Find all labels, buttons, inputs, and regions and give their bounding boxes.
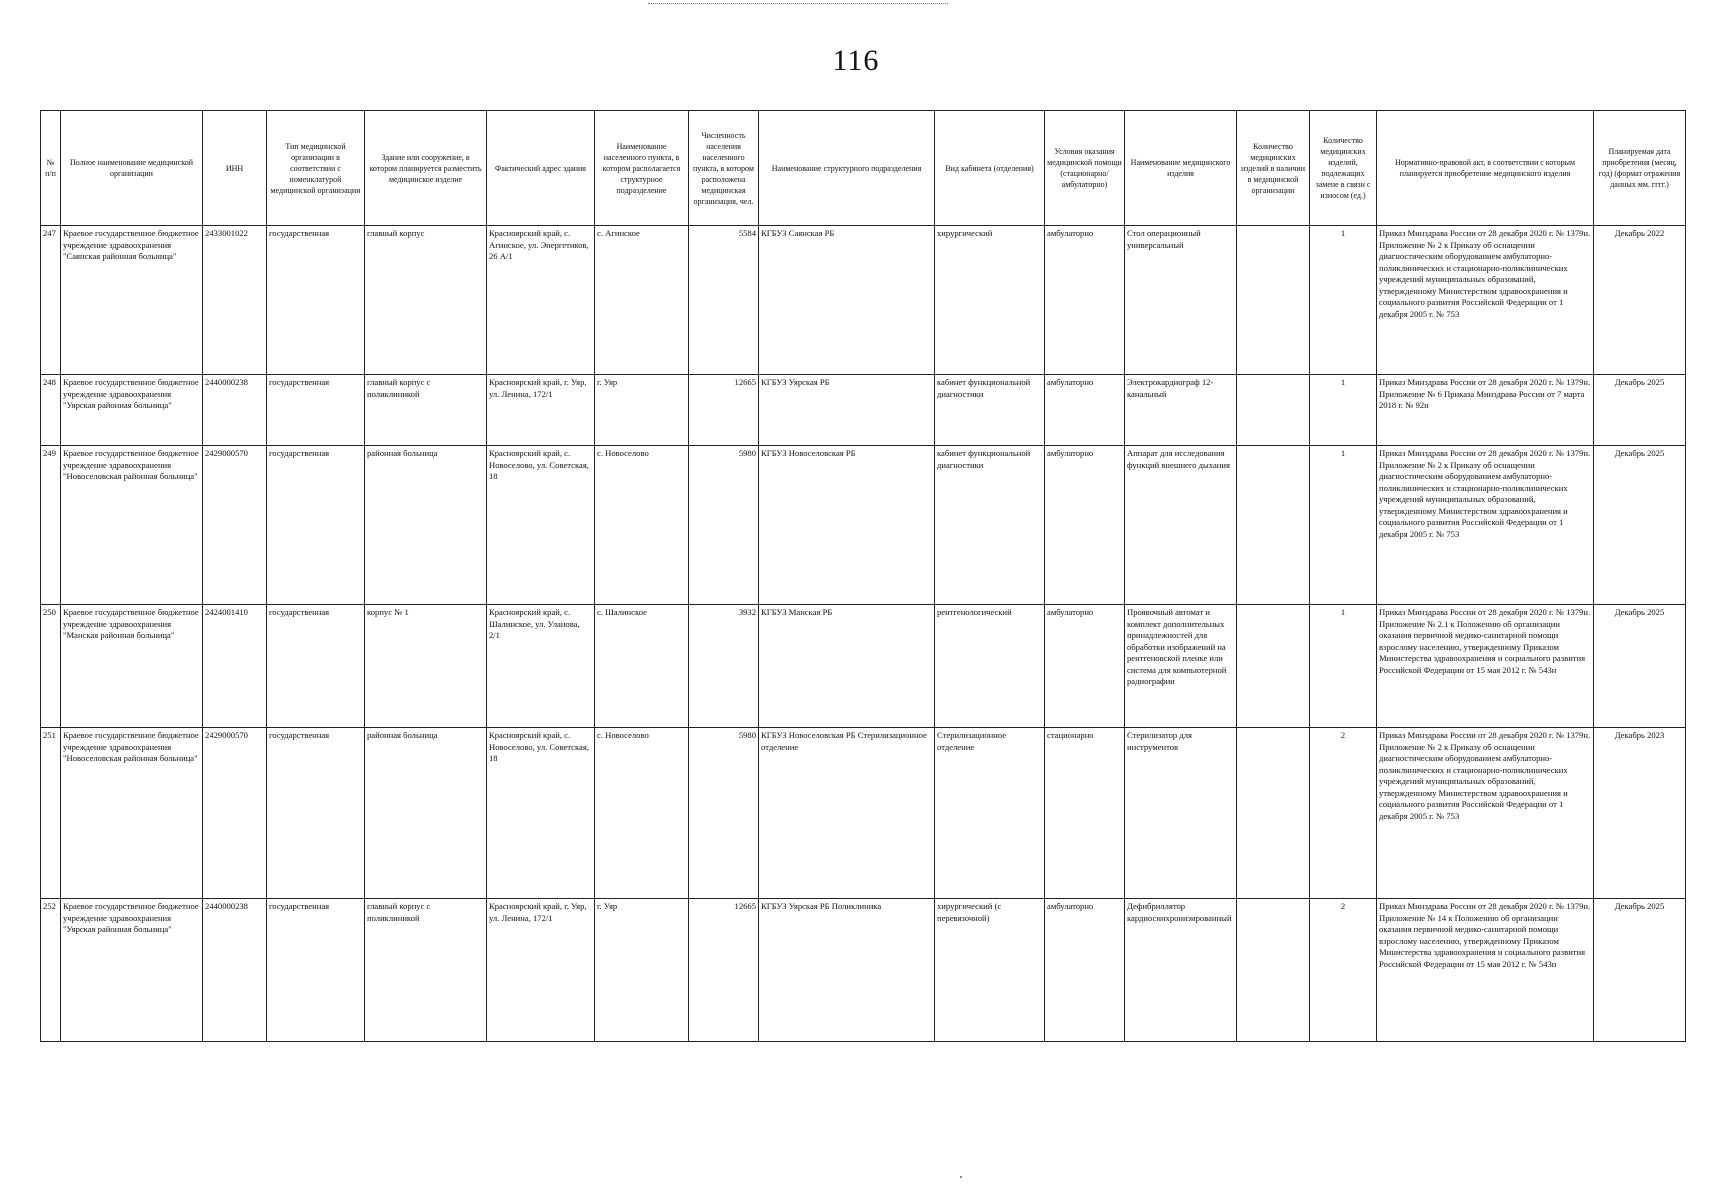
col-header-inn: ИНН (203, 111, 267, 226)
cell-date: Декабрь 2025 (1594, 375, 1686, 446)
cell-conditions: амбулаторно (1045, 226, 1125, 375)
cell-act: Приказ Минздрава России от 28 декабря 2020 г. № 1379н. Приложение № 2 к Приказу об оснащении диагностическим оборудованием амбулаторно-поликлинических и стационарно-поликлинических учреждений муниципальных образований, утвержденному Министерством здравоохранения и социального развития Российской Федерации от 1 декабря 2005 г. № 753 (1377, 226, 1594, 375)
col-header-address: Фактический адрес здания (487, 111, 595, 226)
cell-subdivision: КГБУЗ Саянская РБ (759, 226, 935, 375)
col-header-available: Количество медицинских изделий в наличии в медицинской организации (1237, 111, 1310, 226)
cell-org: Краевое государственное бюджетное учреждение здравоохранения "Саянская районная больница" (61, 226, 203, 375)
cell-org: Краевое государственное бюджетное учреждение здравоохранения "Манская районная больница" (61, 605, 203, 728)
cell-population: 5584 (689, 226, 759, 375)
cell-type: государственная (267, 375, 365, 446)
cell-date: Декабрь 2023 (1594, 728, 1686, 899)
cell-building: районная больница (365, 446, 487, 605)
col-header-date: Планируемая дата приобретения (месяц, год) (формат отражения данных мм. гггг.) (1594, 111, 1686, 226)
cell-type: государственная (267, 605, 365, 728)
cell-settlement: с. Новоселово (595, 446, 689, 605)
cell-cabinet: рентгенологический (935, 605, 1045, 728)
cell-conditions: амбулаторно (1045, 446, 1125, 605)
col-header-cabinet: Вид кабинета (отделения) (935, 111, 1045, 226)
cell-act: Приказ Минздрава России от 28 декабря 2020 г. № 1379н. Приложение № 2 к Приказу об оснащении диагностическим оборудованием амбулаторно-поликлинических и стационарно-поликлинических учреждений муниципальных образований, утвержденному Министерством здравоохранения и социального развития Российской Федерации от 1 декабря 2005 г. № 753 (1377, 728, 1594, 899)
col-header-building: Здание или сооружение, в котором планируется разместить медицинское изделие (365, 111, 487, 226)
cell-settlement: с. Агинское (595, 226, 689, 375)
cell-available (1237, 728, 1310, 899)
table-row (41, 605, 1686, 728)
cell-act: Приказ Минздрава России от 28 декабря 2020 г. № 1379н. Приложение № 2 к Приказу об оснащении диагностическим оборудованием амбулаторно-поликлинических и стационарно-поликлинических учреждений муниципальных образований, утвержденному Министерством здравоохранения и социального развития Российской Федерации от 1 декабря 2005 г. № 753 (1377, 446, 1594, 605)
cell-act: Приказ Минздрава России от 28 декабря 2020 г. № 1379н. Приложение № 6 Приказа Минздрава России от 7 марта 2018 г. № 92н (1377, 375, 1594, 446)
cell-subdivision: КГБУЗ Новоселовская РБ Стерилизационное отделение (759, 728, 935, 899)
cell-available (1237, 226, 1310, 375)
cell-num: 248 (41, 375, 61, 446)
table-row (41, 728, 1686, 899)
cell-address: Красноярский край, г. Уяр, ул. Ленина, 172/1 (487, 375, 595, 446)
col-header-num: № п/п (41, 111, 61, 226)
table-row (41, 375, 1686, 446)
cell-subdivision: КГБУЗ Манская РБ (759, 605, 935, 728)
cell-num: 251 (41, 728, 61, 899)
cell-settlement: с. Новоселово (595, 728, 689, 899)
cell-cabinet: хирургический (с перевязочной) (935, 899, 1045, 1042)
equipment-registry-table (40, 110, 1686, 1042)
cell-date: Декабрь 2022 (1594, 226, 1686, 375)
col-header-org: Полное наименование медицинской организации (61, 111, 203, 226)
cell-replace: 1 (1310, 375, 1377, 446)
cell-cabinet: хирургический (935, 226, 1045, 375)
cell-device: Электрокардиограф 12-канальный (1125, 375, 1237, 446)
cell-org: Краевое государственное бюджетное учреждение здравоохранения "Новоселовская районная больница" (61, 728, 203, 899)
cell-act: Приказ Минздрава России от 28 декабря 2020 г. № 1379н. Приложение № 2.1 к Положению об организации оказания первичной медико-санитарной помощи взрослому населению, утвержденному Приказом Министерства здравоохранения и социального развития Российской Федерации от 15 мая 2012 г. № 543н (1377, 605, 1594, 728)
cell-date: Декабрь 2025 (1594, 446, 1686, 605)
cell-org: Краевое государственное бюджетное учреждение здравоохранения "Уярская районная больница" (61, 375, 203, 446)
cell-building: главный корпус с поликлиникой (365, 899, 487, 1042)
cell-settlement: г. Уяр (595, 375, 689, 446)
cell-cabinet: кабинет функциональной диагностики (935, 446, 1045, 605)
cell-replace: 2 (1310, 899, 1377, 1042)
cell-population: 12665 (689, 899, 759, 1042)
cell-building: главный корпус (365, 226, 487, 375)
cell-settlement: г. Уяр (595, 899, 689, 1042)
cell-building: районная больница (365, 728, 487, 899)
cell-population: 12665 (689, 375, 759, 446)
cell-address: Красноярский край, с. Новоселово, ул. Советская, 18 (487, 446, 595, 605)
cell-inn: 2429000570 (203, 446, 267, 605)
cell-available (1237, 375, 1310, 446)
cell-inn: 2440000238 (203, 375, 267, 446)
cell-num: 250 (41, 605, 61, 728)
cell-population: 5980 (689, 728, 759, 899)
cell-device: Аппарат для исследования функций внешнего дыхания (1125, 446, 1237, 605)
scan-speck (960, 1176, 962, 1178)
cell-address: Красноярский край, с. Агинское, ул. Энергетиков, 26 А/1 (487, 226, 595, 375)
cell-subdivision: КГБУЗ Новоселовская РБ (759, 446, 935, 605)
cell-building: главный корпус с поликлиникой (365, 375, 487, 446)
cell-device: Стерилизатор для инструментов (1125, 728, 1237, 899)
cell-cabinet: кабинет функциональной диагностики (935, 375, 1045, 446)
cell-num: 252 (41, 899, 61, 1042)
cell-conditions: амбулаторно (1045, 605, 1125, 728)
cell-address: Красноярский край, с. Новоселово, ул. Советская, 18 (487, 728, 595, 899)
cell-available (1237, 605, 1310, 728)
cell-device: Стол операционный универсальный (1125, 226, 1237, 375)
cell-population: 5980 (689, 446, 759, 605)
cell-cabinet: Стерилизационное отделение (935, 728, 1045, 899)
col-header-act: Нормативно-правовой акт, в соответствии с которым планируется приобретение медицинского изделия (1377, 111, 1594, 226)
table-row (41, 226, 1686, 375)
cell-address: Красноярский край, г. Уяр, ул. Ленина, 172/1 (487, 899, 595, 1042)
cell-device: Дефибриллятор кардиосинхронизированный (1125, 899, 1237, 1042)
cell-type: государственная (267, 899, 365, 1042)
cell-num: 247 (41, 226, 61, 375)
cell-type: государственная (267, 446, 365, 605)
cell-date: Декабрь 2025 (1594, 605, 1686, 728)
cell-replace: 1 (1310, 446, 1377, 605)
cell-conditions: амбулаторно (1045, 375, 1125, 446)
cell-replace: 1 (1310, 226, 1377, 375)
cell-replace: 1 (1310, 605, 1377, 728)
cell-population: 3932 (689, 605, 759, 728)
col-header-population: Численность населения населенного пункта, в котором расположена медицинская организация, чел. (689, 111, 759, 226)
col-header-device: Наименование медицинского изделия (1125, 111, 1237, 226)
cell-settlement: с. Шалинское (595, 605, 689, 728)
cell-inn: 2424001410 (203, 605, 267, 728)
cell-available (1237, 446, 1310, 605)
cell-inn: 2433001022 (203, 226, 267, 375)
cell-conditions: стационарно (1045, 728, 1125, 899)
cell-num: 249 (41, 446, 61, 605)
cell-subdivision: КГБУЗ Уярская РБ (759, 375, 935, 446)
cell-date: Декабрь 2025 (1594, 899, 1686, 1042)
col-header-conditions: Условия оказания медицинской помощи (стационарно/ амбулаторно) (1045, 111, 1125, 226)
table-row (41, 899, 1686, 1042)
cell-subdivision: КГБУЗ Уярская РБ Поликлиника (759, 899, 935, 1042)
cell-org: Краевое государственное бюджетное учреждение здравоохранения "Уярская районная больница" (61, 899, 203, 1042)
cell-device: Проявочный автомат и комплект дополнительных принадлежностей для обработки изображений на рентгеновской пленке или система для компьютерной радиографии (1125, 605, 1237, 728)
cell-org: Краевое государственное бюджетное учреждение здравоохранения "Новоселовская районная больница" (61, 446, 203, 605)
cell-address: Красноярский край, с. Шалинское, ул. Уланова, 2/1 (487, 605, 595, 728)
col-header-replace: Количество медицинских изделий, подлежащих замене в связи с износом (ед.) (1310, 111, 1377, 226)
cell-inn: 2440000238 (203, 899, 267, 1042)
cell-inn: 2429000570 (203, 728, 267, 899)
cell-type: государственная (267, 226, 365, 375)
cell-conditions: амбулаторно (1045, 899, 1125, 1042)
cell-type: государственная (267, 728, 365, 899)
col-header-type: Тип медицинской организации в соответствии с номенклатурой медицинской организации (267, 111, 365, 226)
page-number: 116 (832, 44, 880, 77)
cell-replace: 2 (1310, 728, 1377, 899)
cell-building: корпус № 1 (365, 605, 487, 728)
header-row (41, 111, 1686, 226)
cell-act: Приказ Минздрава России от 28 декабря 2020 г. № 1379н. Приложение № 14 к Положению об организации оказания первичной медико-санитарной помощи взрослому населению, утвержденному Приказом Министерства здравоохранения и социального развития Российской Федерации от 15 мая 2012 г. № 543н (1377, 899, 1594, 1042)
col-header-subdivision: Наименование структурного подразделения (759, 111, 935, 226)
col-header-settlement: Наименование населенного пункта, в котором располагается структурное подразделение (595, 111, 689, 226)
table-row (41, 446, 1686, 605)
scan-top-rule (648, 3, 948, 4)
cell-available (1237, 899, 1310, 1042)
